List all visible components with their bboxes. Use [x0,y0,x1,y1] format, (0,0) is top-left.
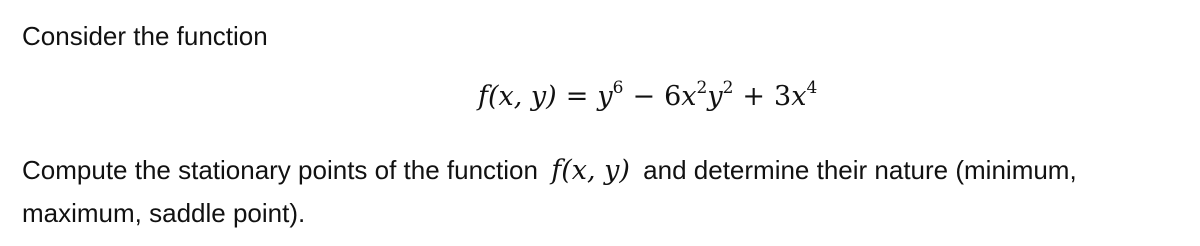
formula-minus: − [632,81,656,112]
formula-plus: + [742,81,766,112]
question-math: f(x, y) [551,155,630,186]
formula-coef2: 3 [774,81,792,112]
formula-x: x [681,81,697,112]
question-line-2: maximum, saddle point). [22,198,306,228]
question-text-after: and determine their nature (minimum, [643,155,1077,185]
question-line-1 [22,154,1077,187]
formula-x4-exponent: 4 [806,78,818,98]
intro-text: Consider the function [22,21,268,51]
formula-x-exponent: 2 [696,78,708,98]
formula-args: (x, y) [488,81,557,112]
formula-x4: x [791,81,807,112]
function-formula [478,79,817,115]
formula-equals: = [565,81,589,112]
formula-y2-exponent: 2 [722,78,734,98]
formula-y-exponent: 6 [612,78,624,98]
formula-coef: 6 [664,81,682,112]
question-text-before: Compute the stationary points of the function [22,155,538,185]
formula-y: y [597,81,613,112]
formula-y2: y [707,81,723,112]
formula-f: f [478,81,488,112]
